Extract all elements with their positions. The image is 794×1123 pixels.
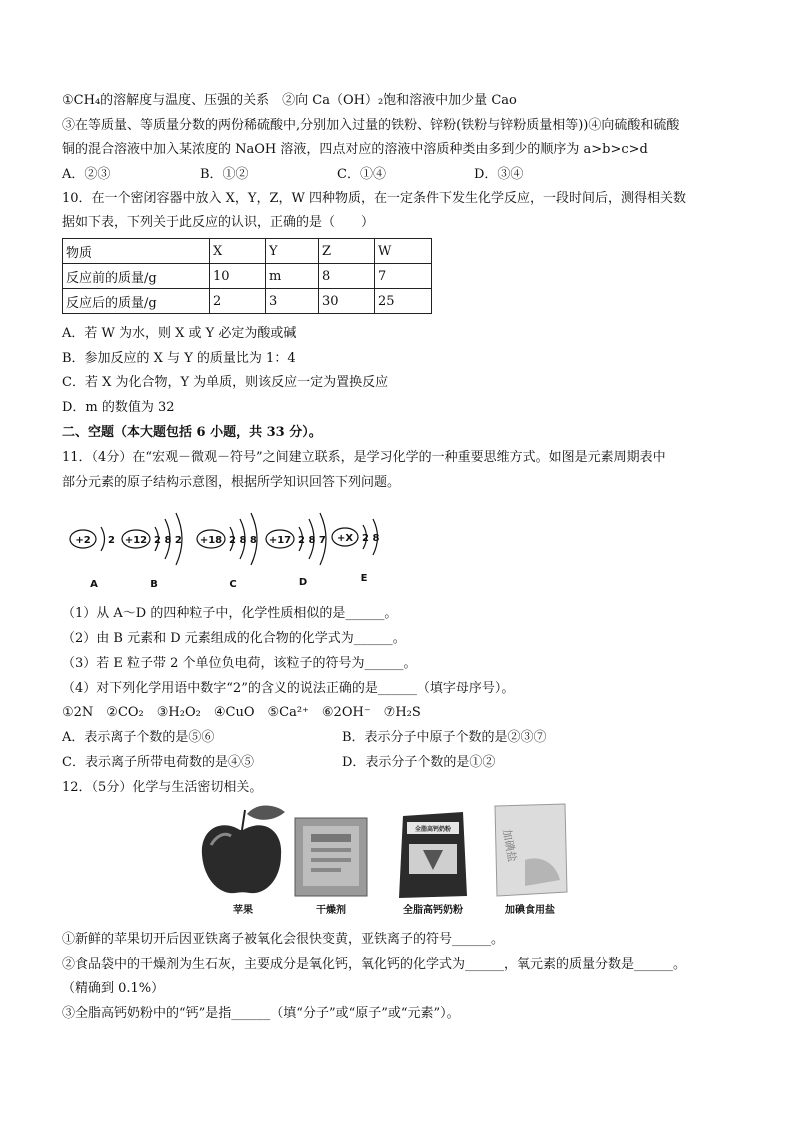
table-header-row <box>63 239 432 264</box>
line-condition-order: 铜的混合溶液中加入某浓度的 NaOH 溶液，四点对应的溶液中溶质种类由多到少的顺序为 a>b>c>d <box>62 142 648 157</box>
atom-electrons: 2 8 2 <box>154 535 182 546</box>
q11-option-d: D．表示分子个数的是①② <box>342 755 496 770</box>
atom-nucleus: +18 <box>199 535 223 546</box>
atom-c <box>197 513 257 590</box>
q12-sub-3: ③全脂高钙奶粉中的“钙”是指______（填“分子”或“原子”或“元素”）。 <box>62 1006 460 1021</box>
reaction-mass-table <box>62 238 432 314</box>
atom-e <box>332 519 379 584</box>
q12-stem: 12．（5分）化学与生活密切相关。 <box>62 780 263 795</box>
atom-a <box>70 527 115 590</box>
q11-option-c: C．表示离子所带电荷数的是④⑤ <box>62 755 254 770</box>
q12-sub-2-precision: （精确到 0.1%） <box>62 981 165 996</box>
atom-electrons: 2 8 8 <box>229 535 257 546</box>
milk-powder-image <box>399 812 467 898</box>
q10-stem-1: 10．在一个密闭容器中放入 X，Y，Z，W 四种物质，在一定条件下发生化学反应，一段时间后，测得相关数 <box>62 191 687 206</box>
atom-b <box>122 513 182 590</box>
q10-option-b: B．参加反应的 X 与 Y 的质量比为 1：4 <box>62 351 296 366</box>
q9-option-b: B．①② <box>200 167 249 182</box>
atom-nucleus: +12 <box>124 535 148 546</box>
atom-label: E <box>360 573 368 584</box>
atomic-structure-diagrams <box>68 505 408 590</box>
q9-option-c: C．①④ <box>337 167 386 182</box>
atom-nucleus: +17 <box>268 535 292 546</box>
product-pictures <box>195 800 575 920</box>
atom-d <box>266 513 326 588</box>
table-cell: 7 <box>375 264 432 289</box>
q10-option-d: D．m 的数值为 32 <box>62 400 175 415</box>
line-condition-3-4: ③在等质量、等质量分数的两份稀硫酸中,分别加入过量的铁粉、锌粉(铁粉与锌粉质量相等))④向硫酸和硫酸 <box>62 118 680 133</box>
q10-stem-2: 据如下表，下列关于此反应的认识，正确的是（ ） <box>62 215 375 230</box>
table-header-cell: Y <box>266 239 319 264</box>
q12-sub-2: ②食品袋中的干燥剂为生石灰，主要成分是氧化钙，氧化钙的化学式为______，氧元素的质量分数是______。 <box>62 957 687 972</box>
table-header-cell: 物质 <box>63 239 210 264</box>
q11-symbols: ①2N ②CO₂ ③H₂O₂ ④CuO ⑤Ca²⁺ ⑥2OH⁻ ⑦H₂S <box>62 705 421 720</box>
q11-sub-4: （4）对下列化学用语中数字“2”的含义的说法正确的是______（填字母序号）。 <box>62 681 515 696</box>
salt-pack-text: 加碘盐 <box>500 828 519 864</box>
q11-sub-2: （2）由 B 元素和 D 元素组成的化合物的化学式为______。 <box>62 631 406 646</box>
picture-label: 干燥剂 <box>316 905 346 916</box>
q11-stem-2: 部分元素的原子结构示意图，根据所学知识回答下列问题。 <box>62 475 401 490</box>
table-cell: 反应后的质量/g <box>63 289 210 314</box>
q9-option-d: D．③④ <box>474 167 524 182</box>
q10-option-c: C．若 X 为化合物，Y 为单质，则该反应一定为置换反应 <box>62 375 389 390</box>
q11-sub-1: （1）从 A～D 的四种粒子中，化学性质相似的是______。 <box>62 606 398 621</box>
atom-label: D <box>298 577 308 588</box>
atom-electrons: 2 8 <box>362 533 380 544</box>
table-cell: 8 <box>319 264 375 289</box>
q11-option-b: B．表示分子中原子个数的是②③⑦ <box>342 730 547 745</box>
table-row <box>63 289 432 314</box>
q12-sub-1: ①新鲜的苹果切开后因亚铁离子被氧化会很快变黄，亚铁离子的符号______。 <box>62 932 505 947</box>
table-cell: 30 <box>319 289 375 314</box>
atom-label: C <box>229 579 237 590</box>
atom-nucleus: +X <box>336 533 354 544</box>
picture-label: 加碘食用盐 <box>505 905 555 916</box>
atom-nucleus: +2 <box>75 535 91 546</box>
q9-option-a: A．②③ <box>62 167 111 182</box>
desiccant-image <box>295 818 367 896</box>
picture-label: 全脂高钙奶粉 <box>403 905 463 916</box>
table-header-cell: Z <box>319 239 375 264</box>
q11-sub-3: （3）若 E 粒子带 2 个单位负电荷，该粒子的符号为______。 <box>62 656 417 671</box>
q11-stem-1: 11．（4分）在“宏观－微观－符号”之间建立联系，是学习化学的一种重要思维方式。如图是元素周期表中 <box>62 450 666 465</box>
iodized-salt-image <box>495 804 567 896</box>
table-row <box>63 264 432 289</box>
q11-option-a: A．表示离子个数的是⑤⑥ <box>62 730 215 745</box>
atom-label: B <box>150 579 158 590</box>
atom-electrons: 2 <box>108 535 115 546</box>
q10-option-a: A．若 W 为水，则 X 或 Y 必定为酸或碱 <box>62 326 297 341</box>
table-header-cell: X <box>210 239 266 264</box>
table-cell: m <box>266 264 319 289</box>
apple-image <box>202 806 285 894</box>
line-condition-1-2: ①CH₄的溶解度与温度、压强的关系 ②向 Ca（OH）₂饱和溶液中加少量 Cao <box>62 93 517 108</box>
table-cell: 10 <box>210 264 266 289</box>
milk-pack-text: 全脂高钙奶粉 <box>414 826 452 833</box>
atom-label: A <box>90 579 98 590</box>
table-cell: 25 <box>375 289 432 314</box>
table-header-cell: W <box>375 239 432 264</box>
atom-electrons: 2 8 7 <box>298 535 326 546</box>
section-heading: 二、空题（本大题包括 6 小题，共 33 分）。 <box>62 425 322 440</box>
picture-label: 苹果 <box>233 905 253 916</box>
table-cell: 反应前的质量/g <box>63 264 210 289</box>
table-cell: 3 <box>266 289 319 314</box>
table-cell: 2 <box>210 289 266 314</box>
